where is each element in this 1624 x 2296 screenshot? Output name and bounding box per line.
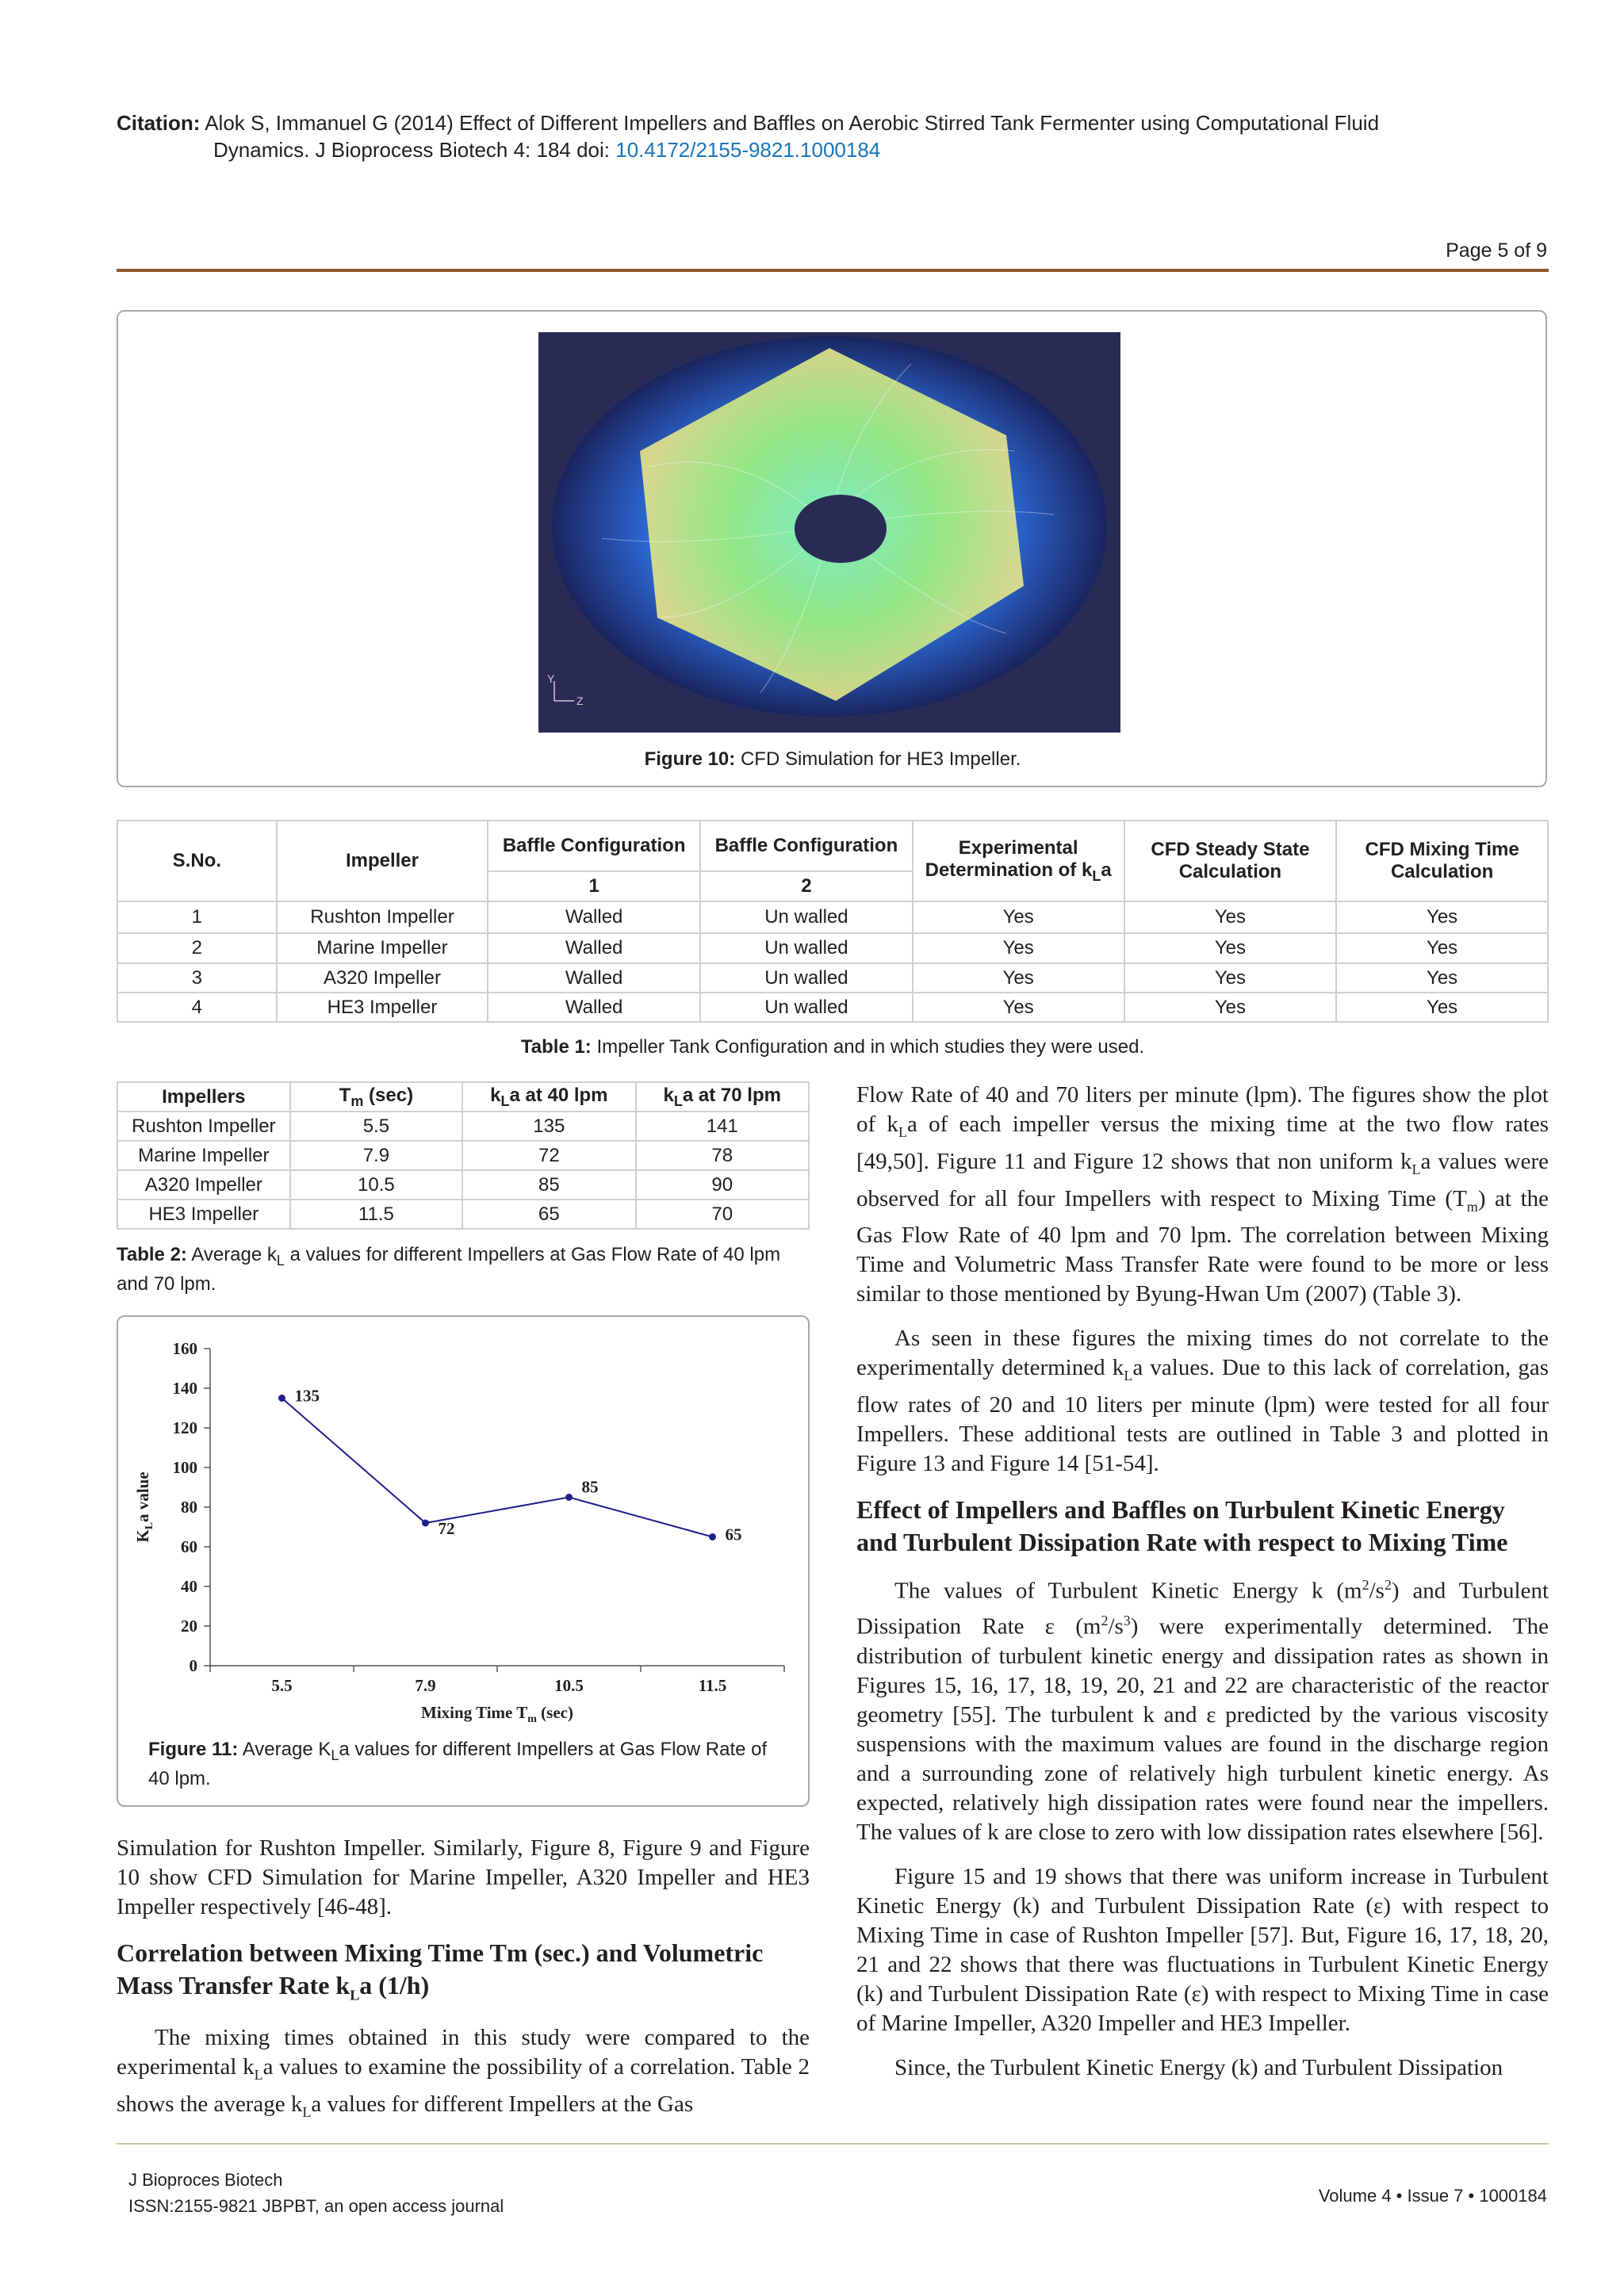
- y-tick-label: 40: [181, 1577, 197, 1596]
- table-1: [117, 820, 1549, 1023]
- t1-header-baffle1: Baffle Configuration: [488, 821, 700, 871]
- citation-label: Citation:: [117, 111, 201, 135]
- y-tick-label: 80: [181, 1498, 197, 1517]
- t1-header-baffle2-num: 2: [700, 871, 913, 901]
- data-point: [422, 1520, 429, 1527]
- body-paragraph: Figure 15 and 19 shows that there was uniform increase in Turbulent Kinetic Energy (k) and Turbulent Dissipation Rate (ε) with respect to Mixing Time in case of Rushton Impeller [57]. But, Figure 16, 17, 18, 20, 21 and 22 shows that there was fluctuations in Turbulent Kinetic Energy (k) and Turbulent Dissipation Rate (ε) with respect to Mixing Time in case of Marine Impeller, A320 Impeller and HE3 Impeller.: [856, 1863, 1549, 2036]
- footer-issn: ISSN:2155-9821 JBPBT, an open access journal: [128, 2196, 504, 2216]
- data-point: [565, 1494, 573, 1501]
- footer-volume: Volume 4 • Issue 7 • 1000184: [1318, 2186, 1547, 2206]
- x-axis-title: Mixing Time $T_m$ (sec): [421, 1703, 573, 1725]
- body-paragraph: Simulation for Rushton Impeller. Similarly, Figure 8, Figure 9 and Figure 10 show CFD Simulation for Marine Impeller, A320 Impeller and HE3 Impeller respectively [46-48].: [117, 1835, 810, 1919]
- t1-header-baffle1-num: 1: [488, 871, 700, 901]
- table-row: 3 A320 Impeller Walled Un walled Yes Yes Yes: [117, 963, 1548, 993]
- table-row: 2 Marine Impeller Walled Un walled Yes Yes Yes: [117, 933, 1548, 963]
- body-paragraph: The mixing times obtained in this study were compared to the experimental $k_La$ values to examine the possibility of a correlation. Table 2 shows the average $k_La$ values for different Impellers at the Gas: [117, 2025, 810, 2120]
- body-paragraph: Flow Rate of 40 and 70 liters per minute (lpm). The figures show the plot of $k_La$ of each impeller versus the mixing time at the two flow rates [49,50]. Figure 11 and Figure 12 shows that non uniform $k_La$ values were observed for all four Impellers with respect to Mixing Time $(T_m)$ at the Gas Flow Rate of 40 lpm and 70 lpm. The correlation between Mixing Time and Volumetric Mass Transfer Rate were found to be more or less similar to those mentioned by Byung-Hwan Um (2007) (Table 3).: [856, 1082, 1549, 1307]
- footer-rule: [117, 2143, 1549, 2145]
- table-1-caption-text: Impeller Tank Configuration and in which studies they were used.: [596, 1036, 1145, 1058]
- figure-10-caption: [117, 748, 1549, 771]
- axis-label-y: Y: [547, 672, 555, 685]
- footer-journal: J Bioproces Biotech: [128, 2170, 283, 2190]
- t2-header-kla-70: $k_La$ at 70 lpm: [636, 1082, 809, 1112]
- x-tick-label: 10.5: [554, 1676, 584, 1695]
- t1-header-impeller: Impeller: [277, 821, 488, 901]
- t2-header-kla-40: $k_La$ at 40 lpm: [462, 1082, 635, 1112]
- citation: [117, 109, 1549, 163]
- y-tick-label: 0: [189, 1656, 197, 1675]
- t1-header-sno: S.No.: [117, 821, 277, 901]
- y-tick-label: 100: [172, 1458, 197, 1477]
- t1-header-baffle2: Baffle Configuration: [700, 821, 913, 871]
- table-row: 1 Rushton Impeller Walled Un walled Yes Yes Yes: [117, 901, 1548, 933]
- body-paragraph: The values of Turbulent Kinetic Energy k $(m^2/s^2)$ and Turbulent Dissipation Rate ε $(m^2/s^3)$ were experimentally determined. The distribution of turbulent kinetic energy and dissipation rates as shown in Figures 15, 16, 17, 18, 19, 20, 21 and 22 are characteristic of the reactor geometry [55]. The turbulent k and ε predicted by the various viscosity suspensions with the maximum values are found in the discharge region and a surrounding zone of relatively high turbulent kinetic energy. As expected, relatively high dissipation rates were found near the impellers. The values of k are close to zero with low dissipation rates elsewhere [56].: [856, 1577, 1549, 1845]
- t1-header-cfd-mixing: CFD Mixing Time Calculation: [1336, 821, 1548, 901]
- x-tick-label: 7.9: [415, 1676, 436, 1695]
- data-label: 135: [294, 1386, 320, 1406]
- table-1-caption-label: Table 1:: [520, 1036, 592, 1058]
- table-row: Rushton Impeller 5.5 135 141: [117, 1112, 809, 1141]
- table-row: A320 Impeller 10.5 85 90: [117, 1170, 809, 1200]
- y-tick-label: 20: [181, 1617, 197, 1636]
- series-line: [282, 1399, 713, 1537]
- left-column-bottom: [117, 1834, 810, 2142]
- data-point: [709, 1533, 716, 1540]
- table-row: 4 HE3 Impeller Walled Un walled Yes Yes Yes: [117, 993, 1548, 1022]
- body-paragraph: Since, the Turbulent Kinetic Energy (k) and Turbulent Dissipation: [894, 2054, 1503, 2080]
- y-axis-title: $K_La$ value: [133, 1471, 155, 1543]
- table-2: [117, 1081, 810, 1230]
- data-label: 72: [438, 1519, 455, 1538]
- axis-label-z: Z: [576, 695, 584, 707]
- figure-10-caption-text: CFD Simulation for HE3 Impeller.: [740, 748, 1021, 770]
- citation-line2: Dynamics. J Bioprocess Biotech 4: 184 doi:: [213, 138, 611, 162]
- table-2-caption: Table 2: Average $k_L$ a values for different Impellers at Gas Flow Rate of 40 lpm and 70 lpm.: [117, 1244, 781, 1295]
- page-number: Page 5 of 9: [1446, 239, 1547, 262]
- x-tick-label: 5.5: [271, 1676, 293, 1695]
- data-point: [278, 1395, 285, 1402]
- table-row: Marine Impeller 7.9 72 78: [117, 1141, 809, 1170]
- t2-header-tm: $T_m$ (sec): [290, 1082, 462, 1112]
- cfd-simulation-image: [538, 332, 1120, 733]
- figure-10-caption-label: Figure 10:: [644, 748, 736, 770]
- right-column: [856, 1081, 1549, 2098]
- t2-header-impellers: Impellers: [117, 1082, 290, 1112]
- section-heading: Effect of Impellers and Baffles on Turbulent Kinetic Energy and Turbulent Dissipation Rate with respect to Mixing Time: [856, 1495, 1508, 1557]
- y-tick-label: 60: [181, 1537, 197, 1556]
- table-1-caption: [117, 1036, 1549, 1058]
- data-label: 65: [725, 1525, 742, 1544]
- figure-11-caption-label: Figure 11:: [148, 1739, 239, 1760]
- figure-11-caption: Figure 11: Average $K_La$ values for different Impellers at Gas Flow Rate of 40 lpm.: [148, 1739, 768, 1789]
- table-row: HE3 Impeller 11.5 65 70: [117, 1200, 809, 1229]
- kla-line-chart: [118, 1317, 808, 1729]
- x-tick-label: 11.5: [698, 1676, 727, 1695]
- header-rule: [117, 269, 1549, 272]
- t1-header-cfd-steady: CFD Steady State Calculation: [1124, 821, 1337, 901]
- t1-header-experimental: Experimental Determination of $k_La$: [913, 821, 1124, 901]
- y-tick-label: 140: [172, 1379, 197, 1398]
- citation-line1: Alok S, Immanuel G (2014) Effect of Different Impellers and Baffles on Aerobic Stirred Tank Fermenter using Computational Fluid: [205, 111, 1380, 135]
- section-heading: Correlation between Mixing Time Tm (sec.) and Volumetric Mass Transfer Rate $k_La$ (1/h): [117, 1938, 764, 2003]
- y-tick-label: 120: [172, 1418, 197, 1437]
- data-label: 85: [581, 1477, 599, 1497]
- doi-link[interactable]: 10.4172/2155-9821.1000184: [615, 138, 881, 162]
- table-2-caption-label: Table 2:: [117, 1244, 187, 1265]
- body-paragraph: As seen in these figures the mixing times do not correlate to the experimentally determined $k_La$ values. Due to this lack of correlation, gas flow rates of 20 and 10 liters per minute (lpm) were tested for all four Impellers. These additional tests are outlined in Table 3 and plotted in Figure 13 and Figure 14 [51-54].: [856, 1326, 1549, 1477]
- y-tick-label: 160: [172, 1339, 197, 1358]
